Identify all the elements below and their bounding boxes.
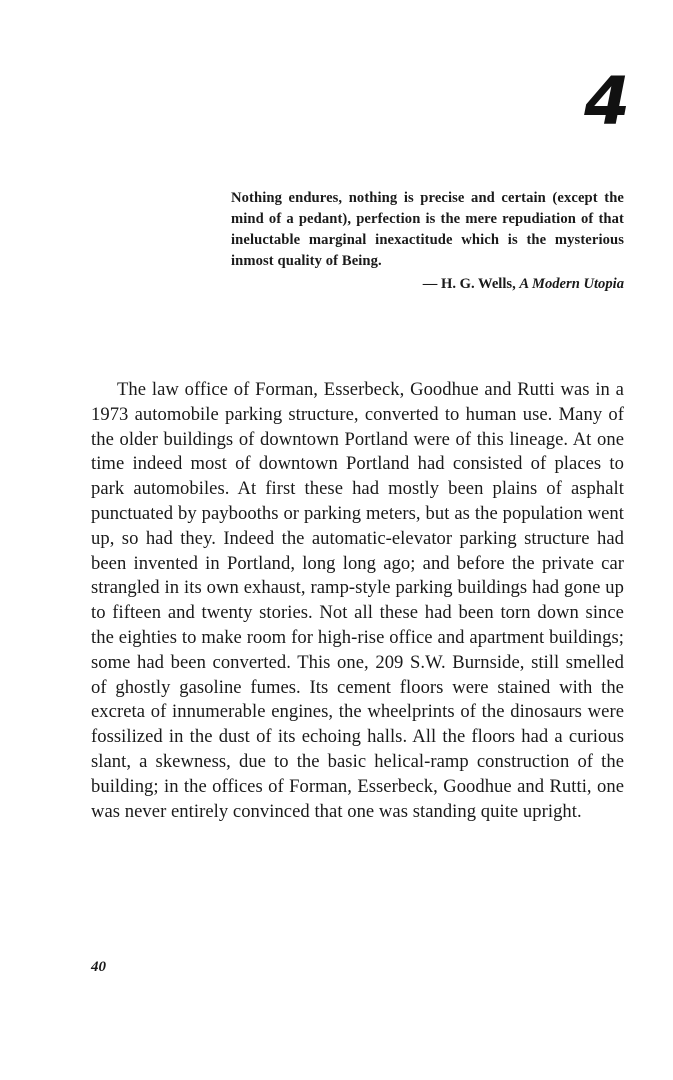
epigraph bbox=[231, 188, 624, 295]
epigraph-quote: Nothing endures, nothing is precise and certain (except the mind of a pedant), perfection is the mere repudiation of that ineluctable marginal inexactitude which is the mysterious inmost quality of Being. bbox=[231, 190, 624, 269]
epigraph-attribution bbox=[231, 274, 624, 295]
chapter-number: 4 bbox=[584, 63, 630, 140]
body-paragraph: The law office of Forman, Esserbeck, Goodhue and Rutti was in a 1973 automobile parking structure, converted to human use. Many of the older buildings of downtown Portland were of this lineage. At one time indeed most of downtown Portland had consisted of places to park automobiles. At first these had mostly been plains of asphalt punctuated by paybooths or parking meters, but as the population went up, so had they. Indeed the automatic-elevator parking structure had been invented in Portland, long long ago; and before the private car strangled in its own exhaust, ramp-style parking buildings had gone up to fifteen and twenty stories. Not all these had been torn down since the eighties to make room for high-rise office and apartment buildings; some had been converted. This one, 209 S.W. Burnside, still smelled of ghostly gasoline fumes. Its cement floors were stained with the excreta of innumerable engines, the wheelprints of the dinosaurs were fossilized in the dust of its echoing halls. All the floors had a curious slant, a skewness, due to the basic helical-ramp construction of the building; in the offices of Forman, Esserbeck, Goodhue and Rutti, one was never entirely convinced that one was standing quite upright. bbox=[91, 379, 624, 822]
attribution-author: H. G. Wells, bbox=[441, 276, 520, 292]
page-number: 40 bbox=[91, 959, 106, 975]
attribution-dash: — bbox=[422, 276, 441, 292]
attribution-book-title: A Modern Utopia bbox=[519, 276, 624, 292]
